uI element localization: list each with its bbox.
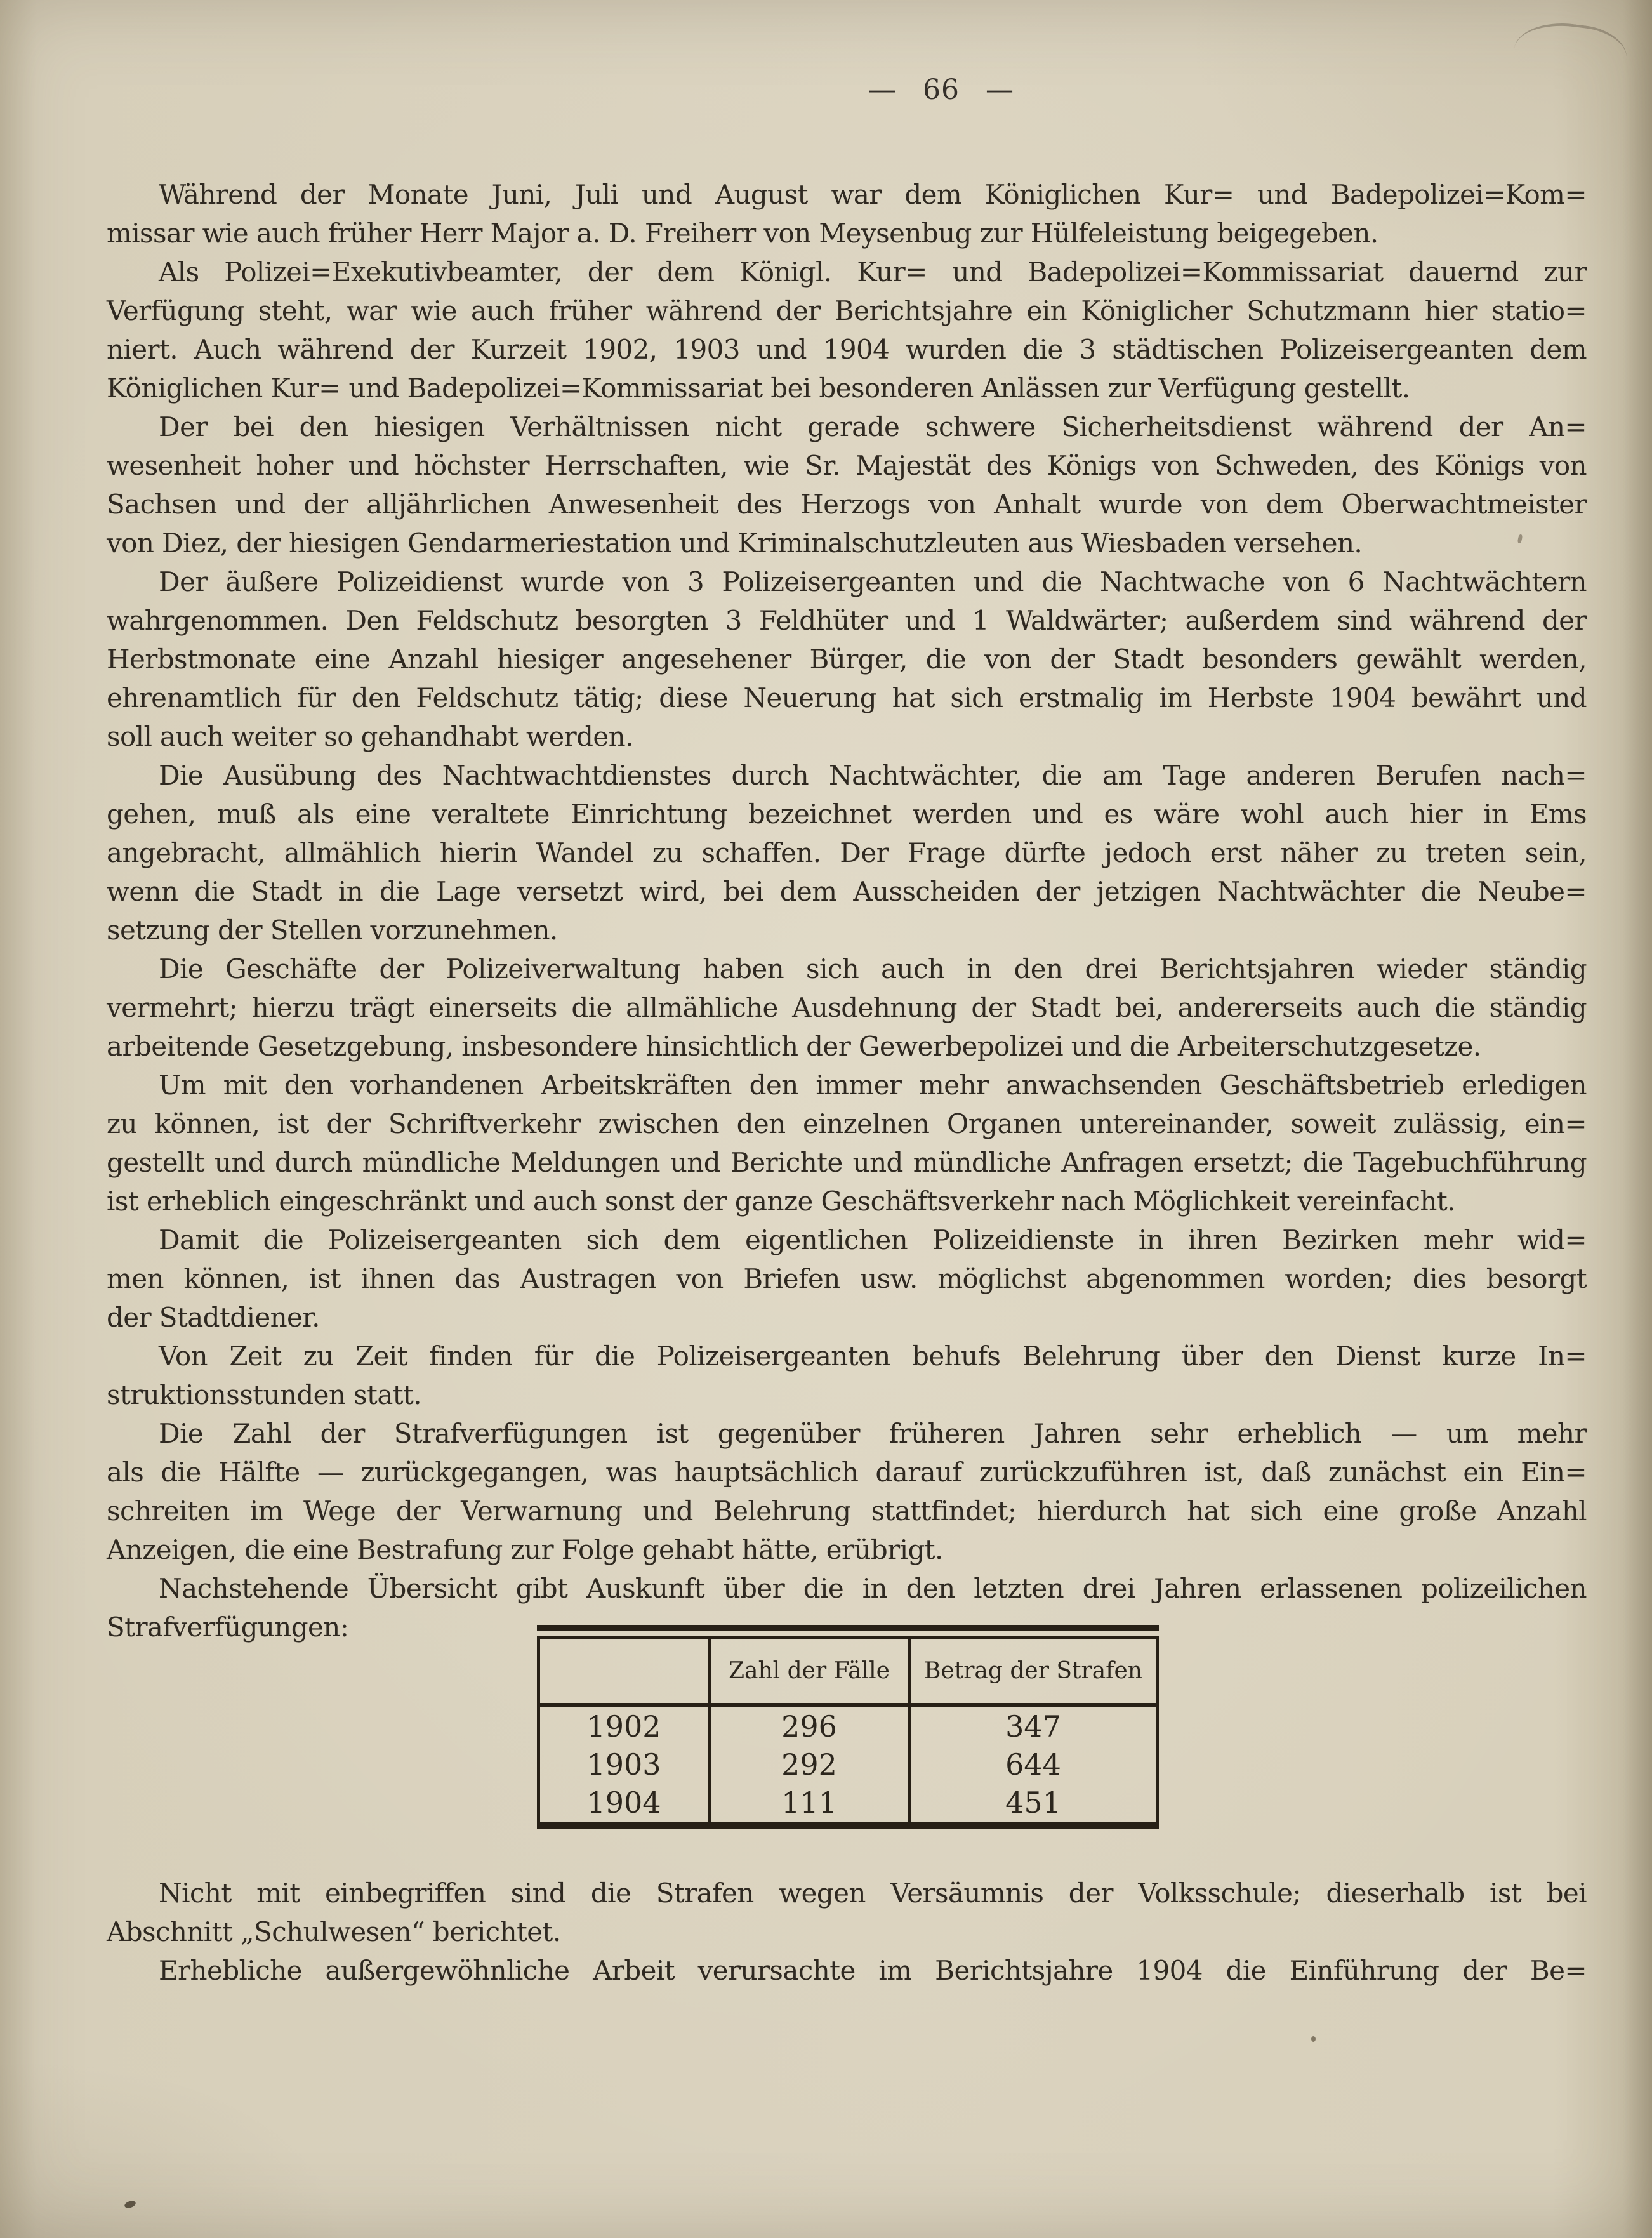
text-line: ehrenamtlich für den Feldschutz tätig; diese Neuerung hat sich erstmalig im Herbste 1904 bewährt und [107, 682, 1587, 713]
text-line: Um mit den vorhandenen Arbeitskräften den immer mehr anwachsenden Geschäftsbetrieb erledigen [159, 1069, 1587, 1101]
text-line: Anzeigen, die eine Bestrafung zur Folge gehabt hätte, erübrigt. [107, 1534, 943, 1565]
text-line: zu können, ist der Schriftverkehr zwischen den einzelnen Organen untereinander, soweit zulässig, ein= [107, 1108, 1587, 1139]
text-line: Die Zahl der Strafverfügungen ist gegenüber früheren Jahren sehr erheblich — um mehr [159, 1418, 1587, 1449]
text-line: Von Zeit zu Zeit finden für die Polizeisergeanten behufs Belehrung über den Dienst kurze In= [159, 1341, 1587, 1372]
table-box [537, 1639, 1159, 1829]
table-header-row [540, 1639, 1156, 1707]
text-line: schreiten im Wege der Verwarnung und Belehrung stattfindet; hierdurch hat sich eine große Anzahl [107, 1495, 1587, 1526]
paragraph [107, 1066, 1587, 1221]
table-cell-amount: 451 [908, 1784, 1156, 1822]
text-line: der Stadtdiener. [107, 1302, 320, 1333]
table-cell-cases: 296 [708, 1707, 908, 1745]
text-line: Der äußere Polizeidienst wurde von 3 Polizeisergeanten und die Nachtwache von 6 Nachtwächtern [159, 566, 1587, 597]
text-line: Während der Monate Juni, Juli und August war dem Königlichen Kur= und Badepolizei=Kom= [159, 179, 1587, 210]
text-line: wenn die Stadt in die Lage versetzt wird, bei dem Ausscheiden der jetzigen Nachtwächter die Neube= [107, 876, 1587, 907]
text-line: Die Ausübung des Nachtwachtdienstes durch Nachtwächter, die am Tage anderen Berufen nach= [159, 760, 1587, 791]
paragraph [107, 1221, 1587, 1337]
text-line: Erhebliche außergewöhnliche Arbeit verursachte im Berichtsjahre 1904 die Einführung der Be= [159, 1955, 1587, 1986]
text-line: Nachstehende Übersicht gibt Auskunft über die in den letzten drei Jahren erlassenen polizeilichen [159, 1573, 1587, 1604]
text-line: struktionsstunden statt. [107, 1379, 422, 1410]
table-cell-year: 1902 [586, 1709, 661, 1744]
text-line: Der bei den hiesigen Verhältnissen nicht gerade schwere Sicherheitsdienst während der An= [159, 411, 1587, 442]
after-table-text-block [107, 1874, 1587, 1990]
text-line: Damit die Polizeisergeanten sich dem eigentlichen Polizeidienste in ihren Bezirken mehr wid= [159, 1224, 1587, 1255]
text-line: von Diez, der hiesigen Gendarmeriestation und Kriminalschutzleuten aus Wiesbaden versehen. [107, 527, 1363, 559]
table-cell-year: 1903 [586, 1747, 661, 1782]
paragraph [107, 950, 1587, 1066]
text-line: Verfügung steht, war wie auch früher während der Berichtsjahre ein Königlicher Schutzmann hier statio= [107, 295, 1587, 326]
table-header-cases: Zahl der Fälle [708, 1639, 908, 1703]
text-line: Als Polizei=Exekutivbeamter, der dem Königl. Kur= und Badepolizei=Kommissariat dauernd zur [159, 256, 1587, 288]
text-line: arbeitende Gesetzgebung, insbesondere hinsichtlich der Gewerbepolizei und die Arbeiterschutzgesetze. [107, 1031, 1481, 1062]
table-body [540, 1707, 1156, 1822]
paragraph [107, 562, 1587, 756]
text-line: gehen, muß als eine veraltete Einrichtung bezeichnet werden und es wäre wohl auch hier in Ems [107, 798, 1587, 830]
text-line: angebracht, allmählich hierin Wandel zu schaffen. Der Frage dürfte jedoch erst näher zu treten sein, [107, 837, 1587, 868]
text-line: Königlichen Kur= und Badepolizei=Kommissariat bei besonderen Anlässen zur Verfügung gestellt. [107, 373, 1410, 404]
text-line: vermehrt; hierzu trägt einerseits die allmähliche Ausdehnung der Stadt bei, andererseits auch die ständig [107, 992, 1587, 1023]
text-line: Die Geschäfte der Polizeiverwaltung haben sich auch in den drei Berichtsjahren wieder ständig [159, 953, 1587, 984]
text-line: soll auch weiter so gehandhabt werden. [107, 721, 633, 752]
text-line: niert. Auch während der Kurzeit 1902, 1903 und 1904 wurden die 3 städtischen Polizeisergeanten dem [107, 334, 1587, 365]
paragraph [107, 175, 1587, 253]
paragraph [107, 1874, 1587, 1951]
text-line: wesenheit hoher und höchster Herrschaften, wie Sr. Majestät des Königs von Schweden, des Königs von [107, 450, 1587, 481]
text-line: gestellt und durch mündliche Meldungen und Berichte und mündliche Anfragen ersetzt; die Tagebuchführung [107, 1147, 1587, 1178]
table-header-amount: Betrag der Strafen [908, 1639, 1156, 1703]
text-line: Abschnitt „Schulwesen“ berichtet. [107, 1916, 561, 1947]
main-text-block [107, 175, 1587, 1646]
text-line: ist erheblich eingeschränkt und auch sonst der ganze Geschäftsverkehr nach Möglichkeit vereinfacht. [107, 1186, 1455, 1217]
paragraph [107, 253, 1587, 407]
paragraph [107, 1951, 1587, 1990]
paragraph [107, 1337, 1587, 1414]
penalty-orders-table [537, 1625, 1159, 1829]
paragraph [107, 407, 1587, 562]
table-cell-amount: 347 [908, 1707, 1156, 1745]
text-line: Herbstmonate eine Anzahl hiesiger angesehener Bürger, die von der Stadt besonders gewählt werden, [107, 644, 1587, 675]
table-cell-cases: 292 [708, 1745, 908, 1784]
text-line: Sachsen und der alljährlichen Anwesenheit des Herzogs von Anhalt wurde von dem Oberwachtmeister [107, 489, 1587, 520]
table-cell-cases: 111 [708, 1784, 908, 1822]
text-line: Strafverfügungen: [107, 1612, 349, 1643]
paper-speck [1311, 2036, 1316, 2042]
table-top-rule [537, 1625, 1159, 1631]
text-line: als die Hälfte — zurückgegangen, was hauptsächlich darauf zurückzuführen ist, daß zunächst ein Ein= [107, 1457, 1587, 1488]
table-cell-amount: 644 [908, 1745, 1156, 1784]
text-line: men können, ist ihnen das Austragen von Briefen usw. möglichst abgenommen worden; dies besorgt [107, 1263, 1587, 1294]
table-cell-year: 1904 [586, 1785, 661, 1820]
paper-speck [124, 2199, 136, 2209]
pencil-mark [1514, 17, 1630, 62]
page-number: — 66 — [868, 74, 1014, 106]
text-line: setzung der Stellen vorzunehmen. [107, 915, 558, 946]
text-line: missar wie auch früher Herr Major a. D. Freiherr von Meysenbug zur Hülfeleistung beigegeben. [107, 218, 1378, 249]
table-corner-cell [540, 1639, 708, 1703]
text-line: wahrgenommen. Den Feldschutz besorgten 3 Feldhüter und 1 Waldwärter; außerdem sind während der [107, 605, 1587, 636]
paragraph [107, 756, 1587, 950]
paragraph [107, 1414, 1587, 1569]
text-line: Nicht mit einbegriffen sind die Strafen wegen Versäumnis der Volksschule; dieserhalb ist bei [159, 1877, 1587, 1909]
